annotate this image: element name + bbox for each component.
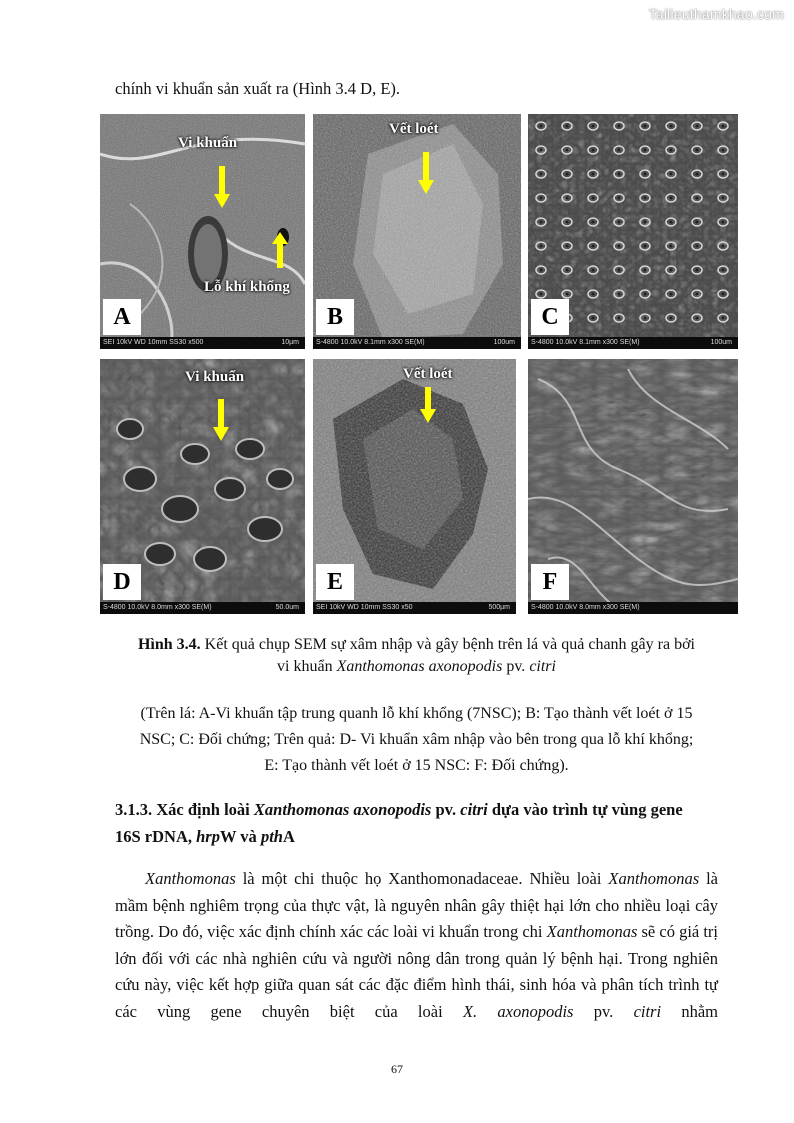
paragraph-segment: Xanthomonas (608, 869, 700, 888)
note-line1: (Trên lá: A-Vi khuẩn tập trung quanh lỗ khí khổng (7NSC); B: Tạo thành vết loét ở 15 (140, 705, 693, 722)
arrow-up-icon (272, 232, 288, 268)
sem-info-bar-c: S-4800 10.0kV 8.1mm x300 SE(M) 100um (528, 337, 738, 349)
paragraph-segment: Xanthomonas (145, 869, 236, 888)
arrow-down-icon (418, 152, 434, 194)
figure-caption (115, 634, 718, 678)
section-heading: 3.1.3. Xác định loài Xanthomonas axonopodis pv. citri dựa vào trình tự vùng gene 16S rDNA, hrpW và pthA (115, 800, 683, 846)
sem-info-bar-d: S-4800 10.0kV 8.0mm x300 SE(M) 50.0um (100, 602, 305, 614)
paragraph-text (115, 866, 718, 1026)
paragraph-segment: nhằm (661, 1001, 718, 1021)
sem-info-bar-b: S-4800 10.0kV 8.1mm x300 SE(M) 100um (313, 337, 521, 349)
arrow-down-icon (420, 387, 436, 423)
panel-b (313, 114, 521, 349)
caption-pathovar: citri (529, 658, 556, 675)
watermark: Tailieuthamkhao.com (648, 6, 784, 22)
paragraph-segment: X. axonopodis (462, 1001, 574, 1021)
note-line3: E: Tạo thành vết loét ở 15 NSC: F: Đối chứng). (264, 757, 569, 774)
panel-d (100, 359, 305, 614)
paragraph-segment: citri (633, 1001, 662, 1021)
arrow-down-icon (213, 399, 229, 441)
paragraph-segment: là một chi thuộc họ Xanthomonadaceae. Nhiều loài (235, 869, 609, 888)
arrow-down-icon (214, 166, 230, 208)
sem-info-bar-e: SEI 10kV WD 10mm SS30 x50 500µm (313, 602, 516, 614)
label-lesion-e: Vết loét (403, 366, 453, 382)
panel-letter-a: A (103, 299, 141, 335)
panel-e (313, 359, 516, 614)
figure-number: Hình 3.4. (137, 636, 201, 653)
label-bacteria-d: Vi khuẩn (185, 369, 245, 385)
paragraph-segment: Xanthomonas (546, 922, 638, 942)
caption-line1: Kết quả chụp SEM sự xâm nhập và gây bệnh trên lá và quả chanh gây ra bởi (200, 636, 695, 653)
figure-note (115, 701, 718, 779)
body-paragraph (115, 866, 718, 1026)
panel-letter-b: B (316, 299, 354, 335)
label-lesion-b: Vết loét (389, 121, 439, 137)
panel-letter-f: F (531, 564, 569, 600)
panel-a (100, 114, 305, 349)
paragraph-segment: sẽ có giá trị lớn đối với các nhà nghiên cứu và người nông dân trong quản lý bệnh hại. Trong nghiên cứu này, việc kết hợp giữa quan sát các đặc điểm hình thái, sinh hóa và phân tích trình tự các vùng gene chuyên biệt của loài (115, 922, 719, 1021)
caption-species: Xanthomonas axonopodis (336, 658, 503, 675)
label-bacteria-a: Vi khuẩn (178, 135, 238, 151)
panel-letter-c: C (531, 299, 569, 335)
note-line2: NSC; C: Đối chứng; Trên quả: D- Vi khuẩn xâm nhập vào bên trong qua lỗ khí khổng; (139, 731, 694, 748)
sem-info-bar-a: SEI 10kV WD 10mm SS30 x500 10µm (100, 337, 305, 349)
sem-info-bar-f: S-4800 10.0kV 8.0mm x300 SE(M) (528, 602, 738, 614)
caption-line2-a: vi khuẩn (277, 658, 337, 675)
intro-line: chính vi khuẩn sản xuất ra (Hình 3.4 D, E). (115, 79, 401, 98)
caption-line2-b: pv. (502, 658, 530, 675)
panel-letter-d: D (103, 564, 141, 600)
label-stomata-a: Lỗ khí khổng (204, 279, 290, 295)
paragraph-segment: là mầm bệnh nghiêm trọng của thực vật, là nguyên nhân gây thiệt hại lớn cho nhiều loại cây trồng. Do đó, việc xác định chính xác các loài vi khuẩn trong chi (115, 869, 718, 942)
sem-figure-grid (100, 114, 738, 614)
paragraph-segment: pv. (573, 1001, 634, 1021)
panel-f (528, 359, 738, 614)
page-number: 67 (391, 1062, 403, 1076)
panel-letter-e: E (316, 564, 354, 600)
panel-c (528, 114, 738, 349)
